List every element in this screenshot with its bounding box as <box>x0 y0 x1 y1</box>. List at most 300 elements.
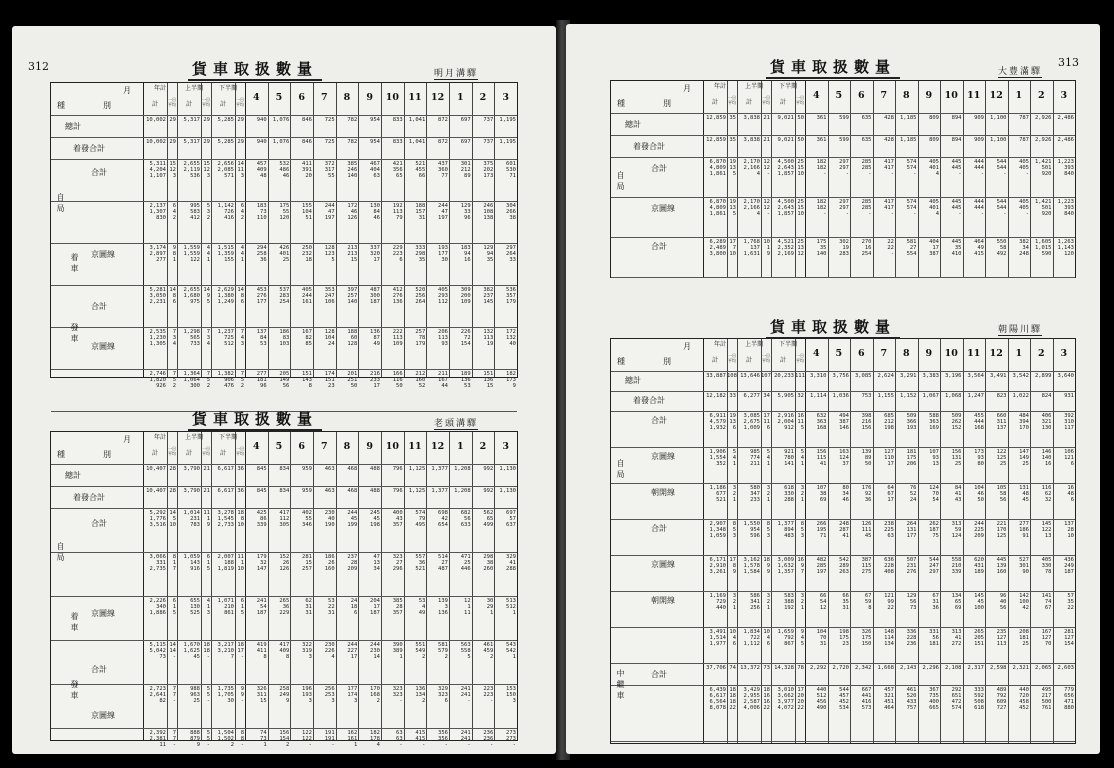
month-header: 12 <box>431 441 445 452</box>
table-cell: 16 9 7 <box>797 557 804 575</box>
table-cell: 28 <box>169 466 176 472</box>
table-cell: 667 441 416 573 <box>861 687 872 711</box>
header-sub: 一日平均 <box>168 446 176 456</box>
table-cell: 139 89 50 <box>861 449 872 467</box>
table-cell: 544 544 - <box>996 199 1007 217</box>
table-cell: 191 191 - <box>324 730 335 748</box>
month-header: 5 <box>835 90 843 101</box>
column-rule <box>918 339 919 743</box>
table-cell: 17 20 20 22 <box>797 687 804 711</box>
column-rule <box>703 339 704 743</box>
table-cell: 488 <box>370 488 380 494</box>
table-cell: 542 289 263 <box>839 557 849 575</box>
row-rule <box>611 627 1075 628</box>
month-header: 9 <box>925 90 933 101</box>
row-label: 發車 <box>70 323 79 345</box>
header-sub: 一日平均 <box>796 95 804 105</box>
table-cell: 262 187 75 <box>929 521 939 539</box>
table-cell: 128 123 5 <box>324 245 335 263</box>
month-header: 11 <box>408 92 422 103</box>
table-cell: 4 4 1 <box>240 245 244 263</box>
page-number: 313 <box>1058 56 1079 69</box>
station-name: 大豊滿驛 <box>998 64 1042 78</box>
table-cell: 285 285 - <box>861 159 872 177</box>
table-cell: 698 42 654 <box>438 510 448 528</box>
table-cell: 74 73 1 <box>260 730 267 748</box>
table-cell: 3,756 <box>832 373 849 379</box>
table-cell: 1,768 137 1,631 <box>743 239 760 257</box>
month-header: 8 <box>343 441 351 452</box>
table-cell: 544 247 297 <box>929 557 939 575</box>
row-label: 着車 <box>70 612 79 634</box>
table-cell: 444 444 - <box>974 159 984 177</box>
table-cell: 179 32 147 <box>256 554 267 572</box>
table-cell: 404 17 387 <box>929 239 939 257</box>
month-header: 11 <box>408 441 422 452</box>
month-header: 12 <box>431 92 445 103</box>
table-cell: 834 <box>279 488 290 494</box>
row-rule <box>51 486 517 487</box>
table-cell: 405 405 - <box>1019 159 1029 177</box>
table-cell: 22 22 - <box>887 239 894 257</box>
table-cell: 514 27 487 <box>438 554 448 572</box>
table-cell: 235 127 113 <box>996 629 1007 647</box>
row-rule <box>51 201 517 202</box>
table-cell: 18 17 - <box>237 642 244 660</box>
month-header: 4 <box>812 90 820 101</box>
table-cell: 9 8 1 <box>172 245 176 263</box>
table-cell: 574 79 495 <box>415 510 426 528</box>
table-cell: 888 879 9 <box>190 730 200 748</box>
table-cell: 25 13 12 <box>797 239 804 257</box>
table-cell: 62 31 31 <box>305 598 312 616</box>
table-cell: 536 357 179 <box>506 287 516 305</box>
table-cell: 1,130 <box>499 488 516 494</box>
row-label: 中繼車 <box>616 669 625 702</box>
table-cell: 5,115 5,042 73 <box>149 642 166 660</box>
row-rule <box>611 157 1075 158</box>
table-cell: 737 <box>483 139 494 145</box>
table-cell: 137 28 10 <box>1064 521 1074 539</box>
table-cell: 12,859 <box>706 137 726 143</box>
month-header: 9 <box>366 92 373 103</box>
table-cell: 136 87 49 <box>370 329 380 347</box>
table-cell: 995 583 412 <box>190 203 200 221</box>
month-header: 1 <box>457 441 464 452</box>
table-cell: 111 <box>795 373 805 379</box>
table-cell: 471 25 446 <box>460 554 471 572</box>
table-cell: 894 <box>951 137 962 143</box>
table-cell: 167 127 70 <box>1041 629 1052 647</box>
table-cell: 411 391 20 <box>302 161 312 179</box>
table-cell: 277 181 96 <box>256 371 267 389</box>
table-cell: 436 249 187 <box>1064 557 1074 575</box>
table-cell: 461 459 2 <box>483 642 494 660</box>
table-cell: 588 363 169 <box>929 413 939 431</box>
row-label: 着車 <box>70 253 79 275</box>
table-cell: 1,223 393 840 <box>1057 159 1074 177</box>
table-cell: 1,076 <box>272 139 290 145</box>
table-cell: 574 574 - <box>906 199 917 217</box>
table-cell: 940 <box>256 117 267 123</box>
table-cell: 635 <box>861 137 872 143</box>
table-cell: 9,021 <box>777 115 794 121</box>
table-cell: 782 <box>347 139 358 145</box>
month-header: 3 <box>1060 348 1068 359</box>
table-cell: 405 330 78 <box>1041 557 1052 575</box>
row-rule <box>611 197 1075 198</box>
table-cell: 16 11 5 <box>797 413 804 431</box>
table-cell: 6 1 5 <box>206 554 210 572</box>
table-cell: 130 84 46 <box>370 203 380 221</box>
table-cell: 244 225 209 <box>974 521 984 539</box>
table-cell: 3,564 <box>967 373 984 379</box>
row-rule <box>51 552 517 553</box>
table-cell: 463 <box>324 488 335 494</box>
header-rule <box>611 371 1075 372</box>
table-cell: 19 13 6 <box>729 413 736 431</box>
header-group: 下半期 <box>778 341 797 348</box>
header-rule <box>51 115 517 116</box>
table-cell: 5,281 3,050 2,231 <box>149 287 166 305</box>
table-cell: 14 8 6 <box>169 287 176 305</box>
column-rule <box>985 339 986 743</box>
table-cell: 405 401 4 <box>929 199 939 217</box>
table-cell: 635 <box>861 115 872 121</box>
table-cell: 67 59 8 <box>864 593 872 611</box>
table-cell: 33,887 <box>706 373 726 379</box>
table-cell: 6 1 5 <box>172 598 176 616</box>
month-header: 6 <box>857 348 865 359</box>
header-group: 上半期 <box>744 83 763 90</box>
table-cell: 563 558 5 <box>460 642 471 660</box>
row-label: 合計 <box>91 168 107 177</box>
table-cell: 248 287 41 <box>839 521 849 539</box>
table-cell: 139 3 136 <box>438 598 448 616</box>
header-sub: 計 <box>745 357 752 364</box>
table-cell: 129 56 73 <box>906 593 917 611</box>
table-cell: 6,911 4,579 1,932 <box>709 413 726 431</box>
table-cell: 19 13 5 <box>729 199 736 217</box>
table-cell: 3,491 1,514 1,977 <box>709 629 726 647</box>
table-cell: 156 115 41 <box>816 449 827 467</box>
month-header: 7 <box>880 90 888 101</box>
row-rule <box>611 237 1075 238</box>
table-cell: 25 15 10 <box>797 159 804 177</box>
table-cell: 182 182 - <box>816 199 827 217</box>
table-cell: 237 28 209 <box>347 554 358 572</box>
table-cell: 2,926 <box>1034 137 1052 143</box>
freight-table <box>50 82 518 389</box>
table-cell: 14 14 - <box>169 642 176 660</box>
table-cell: 186 83 103 <box>279 329 290 347</box>
table-cell: 489 792 609 727 <box>996 687 1007 711</box>
table-cell: 53 4 49 <box>418 598 426 616</box>
table-cell: 398 216 156 <box>861 413 872 431</box>
table-cell: 18 8 10 <box>237 510 244 528</box>
table-cell: 326 311 15 <box>256 686 267 704</box>
column-rule <box>873 339 874 743</box>
month-header: 2 <box>1037 90 1045 101</box>
header-group: 下半期 <box>218 434 237 441</box>
table-cell: 1,169 729 440 <box>709 593 726 611</box>
table-cell: 5 4 1 <box>800 449 804 467</box>
header-sub: 計 <box>219 101 226 108</box>
table-cell: 270 16 254 <box>861 239 872 257</box>
month-header: 10 <box>385 441 399 452</box>
table-cell: 246 108 138 <box>483 203 494 221</box>
table-cell: 258 249 9 <box>279 686 290 704</box>
table-cell: 507 231 276 <box>906 557 917 575</box>
table-cell: 128 104 24 <box>324 329 335 347</box>
table-cell: 453 276 177 <box>256 287 267 305</box>
table-cell: 4,500 2,643 1,857 <box>777 199 794 217</box>
table-cell: 273 273 - <box>506 730 516 748</box>
table-cell: 425 86 339 <box>256 510 267 528</box>
table-cell: 20,233 <box>774 373 794 379</box>
table-cell: 145 45 100 <box>974 593 984 611</box>
table-cell: 36 <box>237 466 244 472</box>
table-cell: 488 <box>370 466 380 472</box>
table-cell: 1,067 <box>922 393 939 399</box>
row-rule <box>51 285 517 286</box>
table-cell: 196 193 3 <box>302 686 312 704</box>
table-cell: 3 2 1 <box>732 485 736 503</box>
header-corner: 別 <box>663 357 671 366</box>
table-cell: 467 404 63 <box>370 161 380 179</box>
column-rule <box>771 339 772 743</box>
table-cell: 1,421 501 920 <box>1034 199 1052 217</box>
table-cell: 13,372 <box>740 665 760 671</box>
table-cell: 550 58 492 <box>996 239 1007 257</box>
table-cell: 1,377 <box>431 488 448 494</box>
table-cell: 551 549 2 <box>415 642 426 660</box>
row-label: 着發合計 <box>73 144 105 153</box>
table-cell: 1,504 1,502 2 <box>217 730 234 748</box>
table-cell: 66 35 31 <box>842 593 849 611</box>
table-cell: 29 <box>169 139 176 145</box>
table-cell: 21 <box>763 115 770 121</box>
table-cell: 104 46 50 <box>974 485 984 503</box>
table-cell: 2,603 <box>1057 665 1074 671</box>
table-cell: 5 4 1 <box>732 449 736 467</box>
header-sub: 一日平均 <box>236 97 244 107</box>
table-cell: 66 54 12 <box>819 593 827 611</box>
table-cell: 1,364 1,064 300 <box>183 371 200 389</box>
table-cell: 737 <box>483 117 494 123</box>
table-cell: 36 <box>237 488 244 494</box>
table-cell: 487 300 187 <box>370 287 380 305</box>
table-cell: 175 55 120 <box>279 203 290 221</box>
table-cell: 163 124 37 <box>839 449 849 467</box>
table-cell: 2,655 2,119 536 <box>183 161 200 179</box>
table-cell: 2,108 <box>944 665 962 671</box>
row-label: 朝開線 <box>651 596 675 605</box>
table-cell: 129 33 96 <box>460 203 471 221</box>
table-cell: 11 1 10 <box>237 554 244 572</box>
table-cell: 9 4 5 <box>800 629 804 647</box>
table-cell: 823 <box>996 393 1007 399</box>
table-cell: 25 15 10 <box>797 199 804 217</box>
table-cell: 34 <box>763 393 770 399</box>
header-sub: 一日平均 <box>762 353 770 363</box>
table-cell: 2,065 <box>1034 665 1052 671</box>
row-rule <box>611 685 1075 686</box>
table-cell: 457 321 451 464 <box>884 687 894 711</box>
table-cell: 400 43 357 <box>392 510 403 528</box>
header-group: 上半期 <box>184 85 203 92</box>
row-label: 合計 <box>651 524 667 533</box>
table-cell: 147 149 25 <box>1019 449 1029 467</box>
table-cell: 846 <box>302 139 312 145</box>
table-cell: 2,317 <box>967 665 984 671</box>
table-cell: 1,377 894 483 <box>777 521 794 539</box>
table-cell: 532 486 46 <box>279 161 290 179</box>
table-cell: 182 182 - <box>816 159 827 177</box>
table-cell: 145 122 13 <box>1041 521 1052 539</box>
table-cell: 221 170 125 <box>996 521 1007 539</box>
row-rule <box>51 596 517 597</box>
table-cell: 10,002 <box>146 139 166 145</box>
table-cell: 6 1 5 <box>240 598 244 616</box>
row-label: 京圖線 <box>651 204 675 213</box>
table-cell: 213 213 15 <box>347 245 358 263</box>
table-cell: 356 356 - <box>438 730 448 748</box>
table-cell: 3,010 3,662 3,977 4,072 <box>777 687 794 711</box>
table-cell: 193 177 30 <box>438 245 448 263</box>
column-rule <box>1008 339 1009 743</box>
table-cell: 3,838 <box>743 115 760 121</box>
table-cell: 12,859 <box>706 115 726 121</box>
table-cell: 156 131 25 <box>951 449 962 467</box>
table-cell: 302 19 283 <box>839 239 849 257</box>
table-cell: 3,310 <box>809 373 827 379</box>
table-cell: 1,186 677 521 <box>709 485 726 503</box>
table-cell: 183 73 110 <box>256 203 267 221</box>
row-label: 京圖線 <box>91 711 115 720</box>
table-cell: 30 29 1 <box>486 598 494 616</box>
table-cell: 208 181 25 <box>1019 629 1029 647</box>
table-cell: 417 417 - <box>884 159 894 177</box>
table-cell: 5,285 <box>217 139 234 145</box>
row-rule <box>611 483 1075 484</box>
row-label: 合計 <box>91 665 107 674</box>
table-cell: 7 5 2 <box>172 371 176 389</box>
month-header: 10 <box>944 348 958 359</box>
table-cell: 3 2 1 <box>800 485 804 503</box>
table-cell: 16 48 6 <box>1067 485 1074 503</box>
table-cell: 3,291 <box>899 373 917 379</box>
row-label: 着發合計 <box>633 142 665 151</box>
table-cell: 12 12 - <box>763 199 770 217</box>
row-rule <box>611 591 1075 592</box>
table-cell: 787 <box>1019 115 1029 121</box>
header-corner: 種 <box>617 357 625 366</box>
table-cell: 10 4 6 <box>729 629 736 647</box>
table-cell: 1,223 393 840 <box>1057 199 1074 217</box>
table-cell: 10 4 6 <box>763 629 770 647</box>
table-cell: 229 223 6 <box>392 245 403 263</box>
table-cell: 29 <box>203 117 210 123</box>
table-cell: 12,182 <box>706 393 726 399</box>
table-cell: 15 12 3 <box>203 161 210 179</box>
header-group: 下半期 <box>218 85 237 92</box>
table-cell: 151 136 15 <box>483 371 494 389</box>
table-cell: 1,208 <box>454 466 471 472</box>
table-cell: 787 <box>1019 137 1029 143</box>
left-page <box>12 26 556 754</box>
table-cell: 1,659 792 867 <box>777 629 794 647</box>
table-cell: 12 1 11 <box>464 598 471 616</box>
month-header: 12 <box>989 348 1003 359</box>
table-cell: 7 5 2 <box>240 371 244 389</box>
table-cell: 468 <box>347 488 358 494</box>
table-cell: 3 2 1 <box>732 593 736 611</box>
table-cell: 21 <box>763 137 770 143</box>
table-cell: 304 266 38 <box>506 203 516 221</box>
row-label: 自局 <box>616 171 625 193</box>
month-header: 4 <box>812 348 820 359</box>
table-cell: 277 186 91 <box>1019 521 1029 539</box>
table-cell: 256 253 3 <box>324 686 335 704</box>
table-cell: 445 445 - <box>951 199 962 217</box>
table-cell: 809 <box>929 115 939 121</box>
table-cell: 266 195 71 <box>816 521 827 539</box>
table-cell: 753 <box>861 393 872 399</box>
table-cell: 297 297 - <box>839 159 849 177</box>
table-cell: 313 41 272 <box>951 629 962 647</box>
row-rule <box>51 159 517 160</box>
table-cell: 2,486 <box>1057 137 1074 143</box>
table-cell: 181 175 206 <box>906 449 917 467</box>
table-cell: 18 18 - <box>203 642 210 660</box>
right-page <box>566 24 1100 754</box>
table-cell: 124 70 54 <box>929 485 939 503</box>
table-cell: 172 46 126 <box>347 203 358 221</box>
table-cell: 64 67 17 <box>887 485 894 503</box>
column-rule <box>1030 339 1031 743</box>
table-cell: 3,196 <box>944 373 962 379</box>
month-header: 9 <box>366 441 373 452</box>
table-cell: 74 <box>729 665 736 671</box>
table-cell: 1,515 1,359 155 <box>217 245 234 263</box>
table-cell: 833 <box>392 117 403 123</box>
month-header: 8 <box>902 90 910 101</box>
table-cell: 2,720 <box>832 665 849 671</box>
table-title: 貨車取扱數量 <box>766 56 900 79</box>
header-sub: 一日平均 <box>762 95 770 105</box>
table-cell: 331 56 181 <box>929 629 939 647</box>
table-cell: 353 247 106 <box>324 287 335 305</box>
table-cell: 175 35 140 <box>816 239 827 257</box>
table-cell: 660 311 137 <box>996 413 1007 431</box>
table-cell: 779 656 471 880 <box>1064 687 1074 711</box>
column-rule <box>805 339 806 743</box>
header-corner: 月 <box>123 435 131 444</box>
table-cell: 2,392 2,381 11 <box>149 730 166 748</box>
table-cell: 5 5 - <box>206 686 210 704</box>
table-cell: 201 251 50 <box>347 371 358 389</box>
column-rule <box>850 339 851 743</box>
table-cell: 1,559 1,559 122 <box>183 245 200 263</box>
table-cell: 599 <box>839 115 849 121</box>
table-cell: 241 241 - <box>460 686 471 704</box>
table-cell: 3 2 1 <box>766 485 770 503</box>
table-cell: 725 <box>324 139 335 145</box>
table-cell: 309 200 109 <box>460 287 471 305</box>
table-cell: 148 114 134 <box>884 629 894 647</box>
table-cell: 292 651 472 574 <box>951 687 962 711</box>
